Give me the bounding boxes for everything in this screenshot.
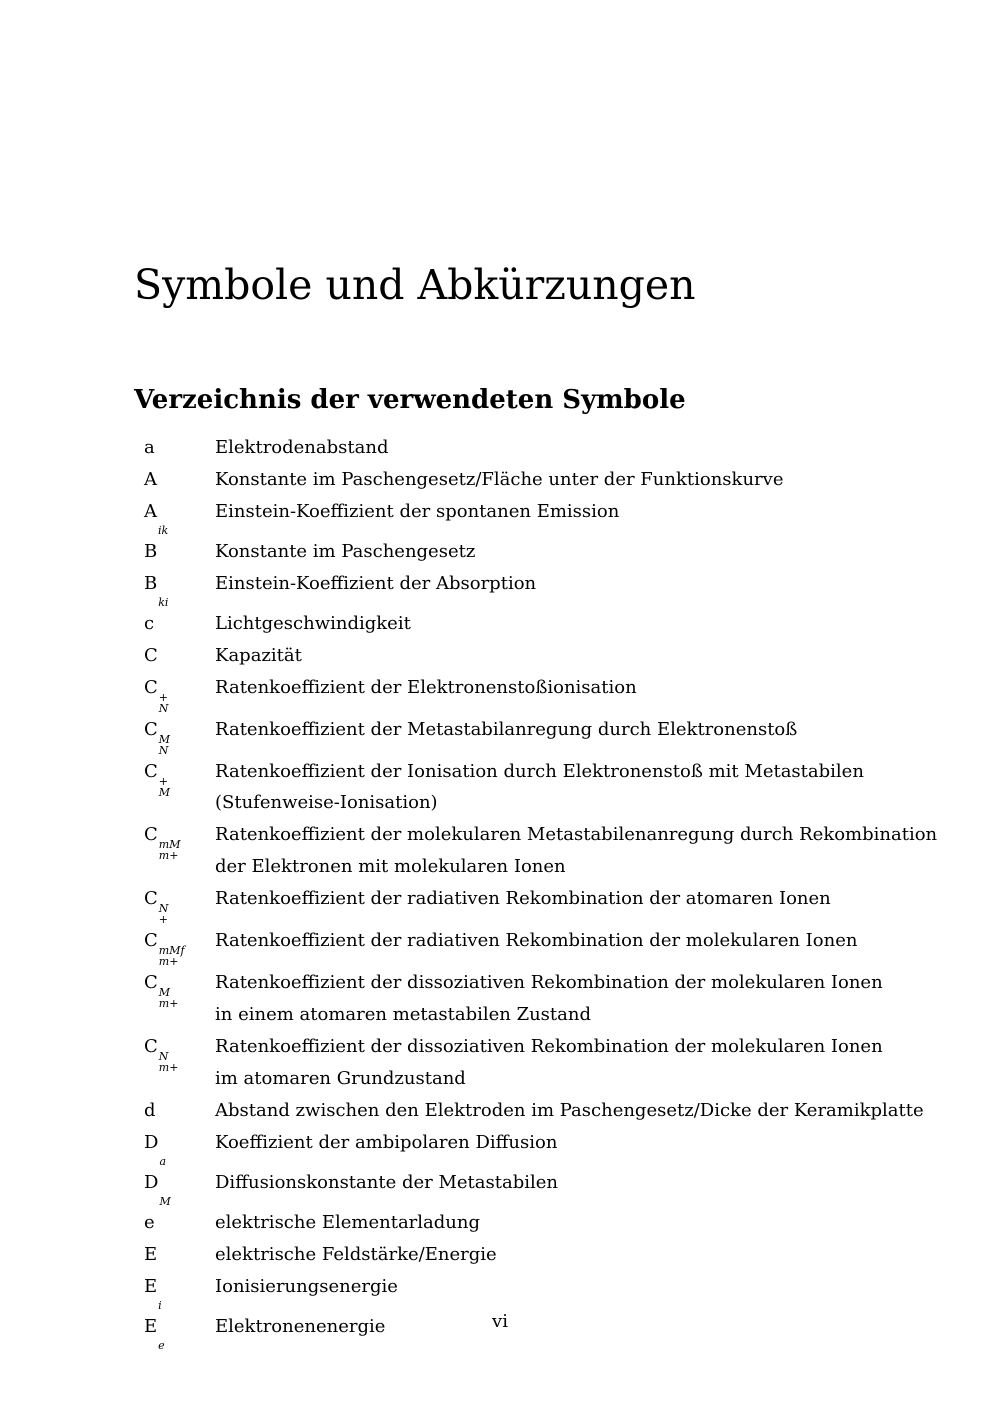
- symbol: [134, 608, 215, 640]
- symbol-indices: [159, 734, 170, 756]
- description-line: Kapazität: [215, 644, 302, 666]
- symbol-subscript: m+: [158, 955, 179, 969]
- symbol-indices: [159, 987, 179, 1009]
- symbol-superscript: M: [158, 732, 171, 746]
- symbol-subscript: m+: [158, 849, 179, 863]
- symbol-base: C: [144, 824, 158, 846]
- symbol-indices: [159, 1185, 170, 1207]
- symbol: [134, 1239, 215, 1271]
- description-line: Konstante im Paschengesetz/Fläche unter der Funktionskurve: [215, 468, 784, 490]
- symbol-base: C: [144, 930, 158, 952]
- symbol: [134, 1031, 215, 1095]
- symbol-base: B: [144, 540, 158, 562]
- description-line: Elektronenenergie: [215, 1315, 386, 1337]
- symbol: [134, 640, 215, 672]
- symbol-base: D: [144, 1171, 159, 1193]
- symbol-entry: [134, 568, 914, 608]
- symbol-description: [215, 714, 914, 756]
- description-line: der Elektronen mit molekularen Ionen: [215, 856, 566, 878]
- symbol-description: [215, 925, 914, 967]
- symbol-superscript: N: [158, 1049, 169, 1063]
- symbol-base: C: [144, 760, 158, 782]
- description-line: Ratenkoeffizient der Elektronenstoßionisation: [215, 676, 637, 698]
- symbol-description: [215, 1207, 914, 1239]
- description-line: Ionisierungsenergie: [215, 1275, 398, 1297]
- symbol-entry: [134, 883, 914, 925]
- symbol-description: [215, 608, 914, 640]
- description-line: Konstante im Paschengesetz: [215, 540, 476, 562]
- description-line: Ratenkoeffizient der dissoziativen Rekombination der molekularen Ionen: [215, 1035, 883, 1057]
- symbol-entry: [134, 925, 914, 967]
- symbol-base: A: [144, 468, 157, 490]
- symbol-entry: [134, 1167, 914, 1207]
- description-line: Ratenkoeffizient der Ionisation durch Elektronenstoß mit Metastabilen: [215, 760, 864, 782]
- symbol-subscript: e: [158, 1338, 165, 1352]
- symbol-description: [215, 1239, 914, 1271]
- symbol: [134, 1271, 215, 1311]
- symbol-entry: [134, 1239, 914, 1271]
- symbol-entry: [134, 967, 914, 1031]
- symbol: [134, 464, 215, 496]
- symbol-entry: [134, 672, 914, 714]
- symbol-indices: [159, 692, 169, 714]
- symbol-superscript: mMf: [158, 944, 185, 958]
- description-line: Diffusionskonstante der Metastabilen: [215, 1171, 559, 1193]
- symbol: [134, 432, 215, 464]
- symbol-subscript: N: [158, 701, 169, 715]
- symbol-indices: [159, 1051, 179, 1073]
- symbol-subscript: ik: [158, 523, 169, 537]
- symbol-base: C: [144, 888, 158, 910]
- symbol: [134, 672, 215, 714]
- symbol-subscript: i: [158, 1298, 162, 1312]
- symbol-subscript: m+: [158, 1060, 179, 1074]
- symbol-description: [215, 819, 937, 883]
- symbol-description: [215, 1095, 924, 1127]
- symbol-base: C: [144, 676, 158, 698]
- description-line: Ratenkoeffizient der radiativen Rekombination der molekularen Ionen: [215, 930, 858, 952]
- description-line: elektrische Elementarladung: [215, 1211, 480, 1233]
- chapter-title: Symbole und Abkürzungen: [134, 261, 696, 309]
- symbol: [134, 1207, 215, 1239]
- description-line: Einstein-Koeffizient der spontanen Emission: [215, 500, 620, 522]
- description-line: Elektrodenabstand: [215, 437, 389, 458]
- symbol-entry: [134, 496, 914, 536]
- symbol-superscript: M: [158, 986, 171, 1000]
- symbol: [134, 1095, 215, 1127]
- symbol-superscript: +: [158, 774, 168, 788]
- symbol-subscript: +: [158, 913, 168, 927]
- description-line: im atomaren Grundzustand: [215, 1067, 466, 1089]
- symbol-description: [215, 1031, 914, 1095]
- symbol-entry: [134, 1095, 924, 1127]
- symbol-description: [215, 568, 914, 608]
- symbol: [134, 756, 215, 820]
- symbol-entry: [134, 819, 938, 883]
- symbol-description: [215, 496, 914, 536]
- symbol-base: E: [144, 1275, 158, 1297]
- symbol: [134, 925, 215, 967]
- symbol-base: C: [144, 718, 158, 740]
- symbol-entry: [134, 714, 914, 756]
- symbol-entry: [134, 536, 914, 568]
- section-title: Verzeichnis der verwendeten Symbole: [134, 385, 686, 415]
- description-line: Lichtgeschwindigkeit: [215, 612, 411, 634]
- description-line: Einstein-Koeffizient der Absorption: [215, 572, 537, 594]
- symbol-entry: [134, 464, 914, 496]
- symbol-description: [215, 464, 914, 496]
- symbol-indices: [158, 1289, 162, 1311]
- symbol-base: d: [144, 1099, 156, 1121]
- symbol-indices: [159, 903, 169, 925]
- symbol-indices: [159, 945, 185, 967]
- symbol: [134, 714, 215, 756]
- symbol-base: E: [144, 1243, 158, 1265]
- symbol-indices: [158, 514, 168, 536]
- symbol-entry: [134, 1127, 914, 1167]
- symbol-description: [215, 640, 914, 672]
- symbol-list: [134, 432, 938, 1352]
- symbol-superscript: N: [158, 902, 169, 916]
- symbol-superscript: [158, 1289, 162, 1300]
- symbol-entry: [134, 756, 914, 820]
- description-line: elektrische Feldstärke/Energie: [215, 1243, 497, 1265]
- symbol-description: [215, 1271, 914, 1311]
- description-line: Koeffizient der ambipolaren Diffusion: [215, 1131, 558, 1153]
- symbol-subscript: M: [159, 1194, 171, 1208]
- symbol-base: D: [144, 1131, 159, 1153]
- symbol-base: C: [144, 972, 158, 994]
- symbol-entry: [134, 432, 914, 464]
- symbol-indices: [159, 1145, 166, 1167]
- description-line: Ratenkoeffizient der dissoziativen Rekombination der molekularen Ionen: [215, 972, 883, 994]
- symbol-entry: [134, 1207, 914, 1239]
- symbol-base: C: [144, 1035, 158, 1057]
- symbol: [134, 1127, 215, 1167]
- symbol-indices: [158, 586, 168, 608]
- symbol-description: [215, 883, 914, 925]
- symbol-superscript: +: [158, 690, 168, 704]
- symbol-base: e: [144, 1211, 155, 1233]
- symbol: [134, 1167, 215, 1207]
- symbol-subscript: a: [159, 1154, 166, 1168]
- symbol: [134, 967, 215, 1031]
- symbol-subscript: N: [158, 743, 169, 757]
- symbol-description: [215, 536, 914, 568]
- symbol-description: [215, 672, 914, 714]
- symbol-entry: [134, 608, 914, 640]
- symbol-base: A: [144, 500, 157, 522]
- symbol-description: [215, 432, 914, 464]
- symbol-superscript: mM: [158, 838, 181, 852]
- symbol-indices: [159, 839, 181, 861]
- symbol: [134, 883, 215, 925]
- symbol-subscript: M: [158, 785, 171, 799]
- symbol: [134, 496, 215, 536]
- symbol-base: a: [144, 437, 155, 458]
- symbol-subscript: ki: [158, 595, 169, 609]
- symbol-indices: [159, 776, 170, 798]
- symbol-description: [215, 1167, 914, 1207]
- symbol: [134, 819, 215, 883]
- symbol-base: C: [144, 644, 158, 666]
- description-line: Ratenkoeffizient der radiativen Rekombination der atomaren Ionen: [215, 888, 831, 910]
- symbol-description: [215, 1127, 914, 1167]
- description-line: in einem atomaren metastabilen Zustand: [215, 1004, 591, 1026]
- description-line: Abstand zwischen den Elektroden im Paschengesetz/Dicke der Keramikplatte: [215, 1099, 924, 1121]
- description-line: Ratenkoeffizient der Metastabilanregung durch Elektronenstoß: [215, 718, 798, 740]
- symbol-subscript: m+: [158, 997, 179, 1011]
- symbol-entry: [134, 1271, 914, 1311]
- symbol-base: E: [144, 1315, 158, 1337]
- description-line: Ratenkoeffizient der molekularen Metastabilenanregung durch Rekombination: [215, 824, 938, 846]
- symbol-base: B: [144, 572, 158, 594]
- description-line: (Stufenweise-Ionisation): [215, 792, 438, 814]
- symbol: [134, 536, 215, 568]
- symbol-description: [215, 756, 914, 820]
- symbol-entry: [134, 640, 914, 672]
- symbol-entry: [134, 1031, 914, 1095]
- symbol-base: c: [144, 612, 155, 634]
- page-number: vi: [492, 1311, 508, 1332]
- symbol-description: [215, 967, 914, 1031]
- symbol: [134, 568, 215, 608]
